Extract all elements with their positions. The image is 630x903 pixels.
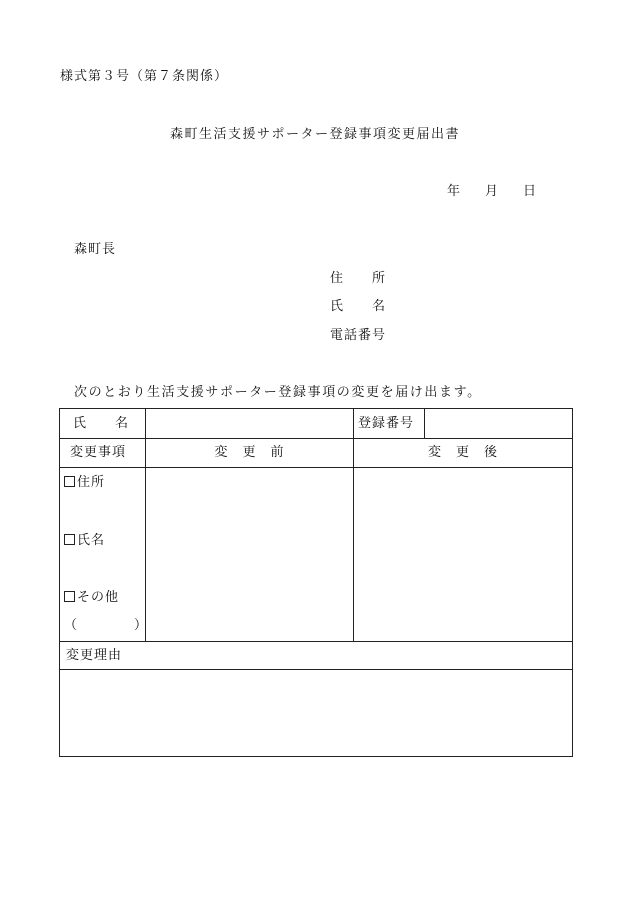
- option-other-label: その他: [77, 590, 120, 605]
- before-content[interactable]: [146, 468, 353, 641]
- name-label: 氏 名: [73, 416, 130, 431]
- form-number: 様式第３号（第７条関係）: [60, 69, 229, 84]
- after-label: 変 更 後: [427, 445, 498, 460]
- other-detail-paren: （ ）: [64, 618, 149, 633]
- option-address[interactable]: [64, 475, 105, 491]
- option-name-label: 氏名: [77, 533, 106, 548]
- before-label: 変 更 前: [214, 445, 285, 460]
- document-title: 森町生活支援サポーター登録事項変更届出書: [169, 127, 460, 142]
- change-form-table: [59, 408, 573, 757]
- registration-number-label: 登録番号: [358, 416, 415, 431]
- reason-label: 変更理由: [66, 648, 123, 663]
- day-label: 日: [523, 184, 538, 199]
- year-label: 年: [447, 184, 462, 199]
- applicant-phone-label: 電話番号: [330, 328, 387, 343]
- row-divider: [60, 641, 572, 642]
- after-content[interactable]: [354, 468, 572, 641]
- applicant-name-label: 氏 名: [330, 299, 387, 314]
- option-name[interactable]: [64, 533, 105, 549]
- option-other[interactable]: [64, 590, 119, 606]
- applicant-address-label: 住 所: [330, 271, 387, 286]
- reason-content[interactable]: [60, 670, 572, 756]
- name-input[interactable]: [146, 409, 353, 438]
- registration-number-input[interactable]: [425, 409, 572, 438]
- recipient: 森町長: [74, 242, 117, 257]
- other-checkbox[interactable]: [64, 591, 75, 602]
- statement: 次のとおり生活支援サポーター登録事項の変更を届け出ます。: [74, 385, 482, 400]
- date-line: [447, 184, 537, 200]
- option-address-label: 住所: [77, 475, 106, 490]
- row-divider: [60, 438, 572, 439]
- address-checkbox[interactable]: [64, 476, 75, 487]
- month-label: 月: [485, 184, 500, 199]
- change-item-label: 変更事項: [70, 445, 127, 460]
- name-checkbox[interactable]: [64, 534, 75, 545]
